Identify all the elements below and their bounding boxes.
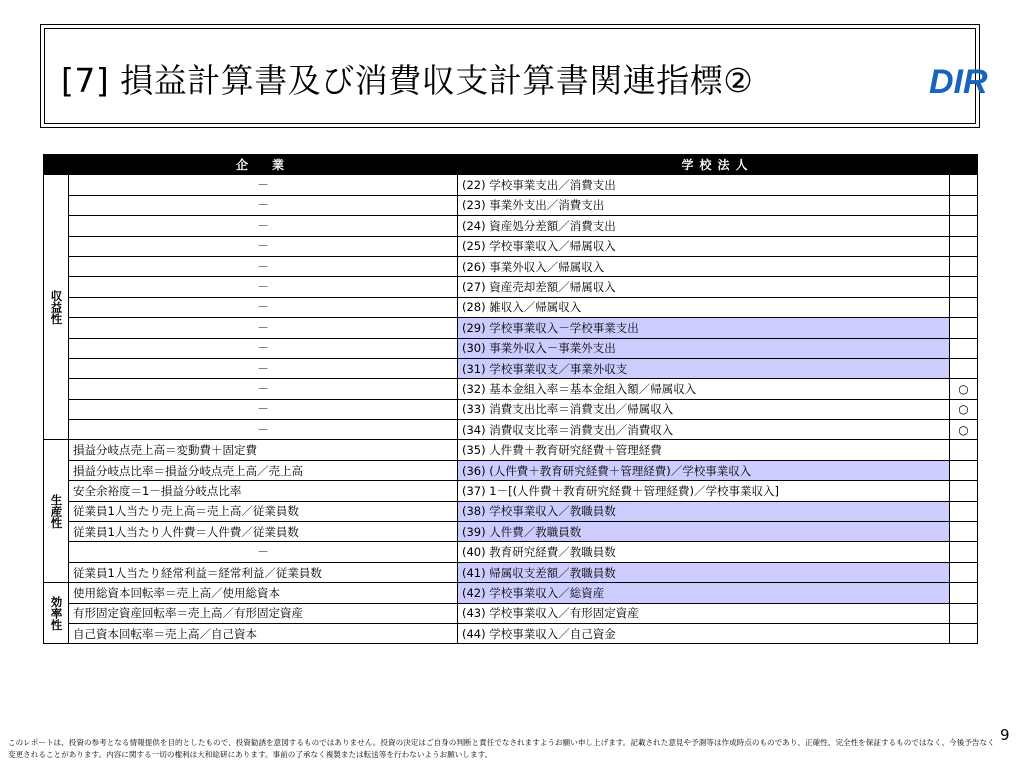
page-number: 9: [1000, 726, 1010, 744]
table-row: [44, 379, 978, 399]
table-row: [44, 399, 978, 419]
mark-cell: [950, 195, 978, 215]
school-indicator-cell: (22) 学校事業支出／消費支出: [458, 175, 950, 195]
title-inner-border: [44, 28, 976, 124]
title-box: [40, 24, 988, 128]
company-indicator-cell: 従業員1人当たり経常利益＝経常利益／従業員数: [69, 562, 458, 582]
header-corner-cell: [44, 155, 69, 175]
mark-cell: [950, 542, 978, 562]
table-row: [44, 195, 978, 215]
mark-cell: [950, 216, 978, 236]
table-row: [44, 562, 978, 582]
school-indicator-cell: (23) 事業外支出／消費支出: [458, 195, 950, 215]
table-row: [44, 501, 978, 521]
table-header-row: [44, 155, 978, 175]
table-row: [44, 460, 978, 480]
mark-cell: [950, 358, 978, 378]
mark-cell: [950, 460, 978, 480]
table-row: [44, 297, 978, 317]
mark-cell: [950, 623, 978, 643]
school-indicator-cell: (44) 学校事業収入／自己資金: [458, 623, 950, 643]
school-indicator-cell: (31) 学校事業収支／事業外収支: [458, 358, 950, 378]
mark-cell: [950, 501, 978, 521]
school-indicator-cell: (38) 学校事業収入／教職員数: [458, 501, 950, 521]
school-indicator-cell: (24) 資産処分差額／消費支出: [458, 216, 950, 236]
school-indicator-cell: (42) 学校事業収入／総資産: [458, 583, 950, 603]
table-row: [44, 542, 978, 562]
school-indicator-cell: (39) 人件費／教職員数: [458, 522, 950, 542]
disclaimer-text: このレポートは、投資の参考となる情報提供を目的としたもので、投資勧誘を意図するものではありません。投資の決定はご自身の判断と責任でなされますようお願い申し上げます。記載された意見や予測等は作成時点のものであり、正確性、完全性を保証するものではなく、今後予告なく変更されることがあります。内容に関する一切の権利は大和総研にあります。事前の了承なく複製または転送等を行わないようお願いします。: [8, 738, 995, 759]
school-indicator-cell: (43) 学校事業収入／有形固定資産: [458, 603, 950, 623]
dir-logo: [929, 61, 1007, 101]
school-indicator-cell: (29) 学校事業収入－学校事業支出: [458, 318, 950, 338]
company-indicator-cell: －: [69, 358, 458, 378]
indicator-table: [43, 154, 978, 644]
table-body: [44, 175, 978, 644]
school-indicator-cell: (25) 学校事業収入／帰属収入: [458, 236, 950, 256]
school-indicator-cell: (40) 教育研究経費／教職員数: [458, 542, 950, 562]
company-indicator-cell: －: [69, 420, 458, 440]
category-label: 収益性: [44, 175, 69, 440]
mark-cell: [950, 603, 978, 623]
category-label: 効率性: [44, 583, 69, 644]
school-indicator-cell: (27) 資産売却差額／帰属収入: [458, 277, 950, 297]
mark-cell: [950, 236, 978, 256]
company-indicator-cell: －: [69, 277, 458, 297]
table-row: [44, 603, 978, 623]
company-indicator-cell: －: [69, 297, 458, 317]
table-row: [44, 277, 978, 297]
table-row: [44, 236, 978, 256]
company-indicator-cell: －: [69, 195, 458, 215]
company-indicator-cell: －: [69, 175, 458, 195]
school-indicator-cell: (35) 人件費＋教育研究経費＋管理経費: [458, 440, 950, 460]
mark-cell: ○: [950, 379, 978, 399]
mark-cell: [950, 440, 978, 460]
header-company: 企 業: [69, 155, 458, 175]
company-indicator-cell: －: [69, 256, 458, 276]
mark-cell: [950, 256, 978, 276]
table-row: [44, 623, 978, 643]
company-indicator-cell: －: [69, 318, 458, 338]
mark-cell: [950, 297, 978, 317]
mark-cell: [950, 338, 978, 358]
company-indicator-cell: －: [69, 338, 458, 358]
company-indicator-cell: 損益分岐点比率＝損益分岐点売上高／売上高: [69, 460, 458, 480]
company-indicator-cell: 従業員1人当たり人件費＝人件費／従業員数: [69, 522, 458, 542]
school-indicator-cell: (37) 1－[(人件費＋教育研究経費＋管理経費)／学校事業収入]: [458, 481, 950, 501]
company-indicator-cell: 使用総資本回転率＝売上高／使用総資本: [69, 583, 458, 603]
category-label: 生産性: [44, 440, 69, 583]
table-row: [44, 522, 978, 542]
table-row: [44, 358, 978, 378]
mark-cell: [950, 277, 978, 297]
school-indicator-cell: (41) 帰属収支差額／教職員数: [458, 562, 950, 582]
logo-text: DIR: [929, 63, 988, 101]
school-indicator-cell: (32) 基本金組入率＝基本金組入額／帰属収入: [458, 379, 950, 399]
school-indicator-cell: (28) 雑収入／帰属収入: [458, 297, 950, 317]
school-indicator-cell: (36) (人件費＋教育研究経費＋管理経費)／学校事業収入: [458, 460, 950, 480]
table-row: [44, 440, 978, 460]
company-indicator-cell: －: [69, 236, 458, 256]
header-school: 学校法人: [458, 155, 978, 175]
table-row: [44, 175, 978, 195]
company-indicator-cell: －: [69, 399, 458, 419]
school-indicator-cell: (30) 事業外収入－事業外支出: [458, 338, 950, 358]
table-row: [44, 256, 978, 276]
company-indicator-cell: 自己資本回転率＝売上高／自己資本: [69, 623, 458, 643]
table-row: [44, 583, 978, 603]
table-row: [44, 318, 978, 338]
school-indicator-cell: (33) 消費支出比率＝消費支出／帰属収入: [458, 399, 950, 419]
company-indicator-cell: －: [69, 542, 458, 562]
company-indicator-cell: 安全余裕度＝1－損益分岐点比率: [69, 481, 458, 501]
table-row: [44, 216, 978, 236]
mark-cell: [950, 562, 978, 582]
mark-cell: ○: [950, 399, 978, 419]
mark-cell: [950, 481, 978, 501]
mark-cell: [950, 175, 978, 195]
school-indicator-cell: (26) 事業外収入／帰属収入: [458, 256, 950, 276]
table-row: [44, 420, 978, 440]
mark-cell: ○: [950, 420, 978, 440]
company-indicator-cell: －: [69, 379, 458, 399]
school-indicator-cell: (34) 消費収支比率＝消費支出／消費収入: [458, 420, 950, 440]
mark-cell: [950, 522, 978, 542]
mark-cell: [950, 318, 978, 338]
company-indicator-cell: －: [69, 216, 458, 236]
company-indicator-cell: 損益分岐点売上高＝変動費＋固定費: [69, 440, 458, 460]
company-indicator-cell: 従業員1人当たり売上高＝売上高／従業員数: [69, 501, 458, 521]
mark-cell: [950, 583, 978, 603]
table-row: [44, 338, 978, 358]
table-row: [44, 481, 978, 501]
page-title: [7] 損益計算書及び消費収支計算書関連指標②: [61, 61, 754, 100]
company-indicator-cell: 有形固定資産回転率＝売上高／有形固定資産: [69, 603, 458, 623]
